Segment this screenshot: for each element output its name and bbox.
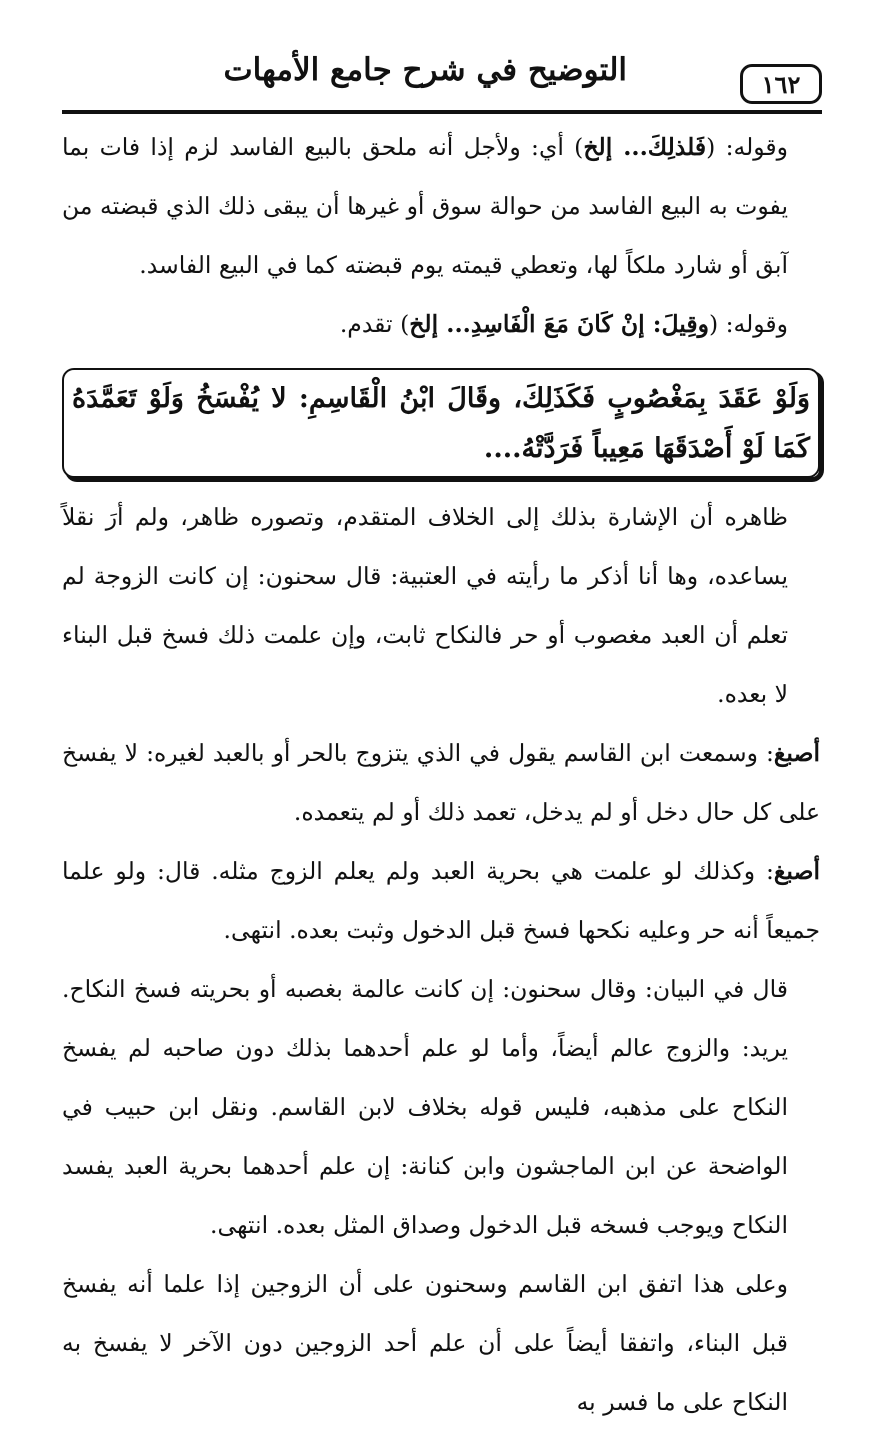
paragraph-2	[62, 295, 820, 354]
paragraph-2-text: ) تقدم.	[339, 310, 410, 338]
matn-text: وَلَوْ عَقَدَ بِمَغْصُوبٍ فَكَذَلِكَ، وقَالَ ابْنُ الْقَاسِمِ: لا يُفْسَخُ وَلَوْ تَعَمَّدَهُ كَمَا لَوْ أَصْدَقَهَا مَعِيباً فَرَدَّتْهُ....	[72, 383, 810, 464]
paragraph-5-label: أصبغ	[773, 857, 820, 885]
header-rule	[62, 110, 822, 114]
paragraph-1-quote: فَلذلِكَ... إلخ	[583, 133, 707, 161]
paragraph-5-text: : وكذلك لو علمت هي بحرية العبد ولم يعلم الزوج مثله. قال: ولو علما جميعاً أنه حر وعليه نكحها فسخ قبل الدخول وثبت بعده. انتهى.	[62, 857, 820, 944]
running-title: التوضيح في شرح جامع الأمهات	[223, 52, 627, 88]
paragraph-4-text: : وسمعت ابن القاسم يقول في الذي يتزوج بالحر أو بالعبد لغيره: لا يفسخ على كل حال دخل أو لم يدخل، تعمد ذلك أو لم يتعمده.	[62, 739, 820, 826]
paragraph-4	[62, 724, 820, 842]
paragraph-6: قال في البيان: وقال سحنون: إن كانت عالمة بغصبه أو بحريته فسخ النكاح. يريد: والزوج عالم أيضاً، وأما لو علم أحدهما بذلك دون صاحبه لم يفسخ النكاح على مذهبه، فليس قوله بخلاف لابن القاسم. ونقل ابن حبيب في الواضحة عن ابن الماجشون وابن كنانة: إن علم أحدهما بحرية العبد يفسد النكاح ويوجب فسخه قبل الدخول وصداق المثل بعده. انتهى.	[62, 975, 788, 1239]
paragraph-7: وعلى هذا اتفق ابن القاسم وسحنون على أن الزوجين إذا علما أنه يفسخ قبل البناء، واتفقا أيضاً على أن علم أحد الزوجين دون الآخر لا يفسخ به النكاح على ما فسر به	[62, 1270, 788, 1416]
paragraph-2-quote: وقِيلَ: إنْ كَانَ مَعَ الْفَاسِدِ... إلخ	[409, 310, 709, 338]
paragraph-4-label: أصبغ	[773, 739, 820, 767]
page-number: ١٦٢	[740, 64, 822, 104]
paragraph-2-prefix: وقوله: (	[708, 310, 788, 338]
paragraph-1	[62, 118, 820, 295]
paragraph-1-text: ) أي: ولأجل أنه ملحق بالبيع الفاسد لزم إذا فات بما يفوت به البيع الفاسد من حوالة سوق أو غيرها أن يبقى ذلك الذي قبضته من آبق أو شارد ملكاً لها، وتعطي قيمته يوم قبضته كما في البيع الفاسد.	[62, 133, 788, 279]
matn-box	[62, 368, 820, 478]
paragraph-5	[62, 842, 820, 960]
page-body	[62, 118, 820, 1432]
paragraph-3: ظاهره أن الإشارة بذلك إلى الخلاف المتقدم، وتصوره ظاهر، ولم أرَ نقلاً يساعده، وها أنا أذكر ما رأيته في العتبية: قال سحنون: إن كانت الزوجة لم تعلم أن العبد مغصوب أو حر فالنكاح ثابت، وإن علمت ذلك فسخ قبل البناء لا بعده.	[62, 503, 788, 708]
paragraph-1-prefix: وقوله: (	[706, 133, 788, 161]
page-header	[62, 52, 822, 114]
